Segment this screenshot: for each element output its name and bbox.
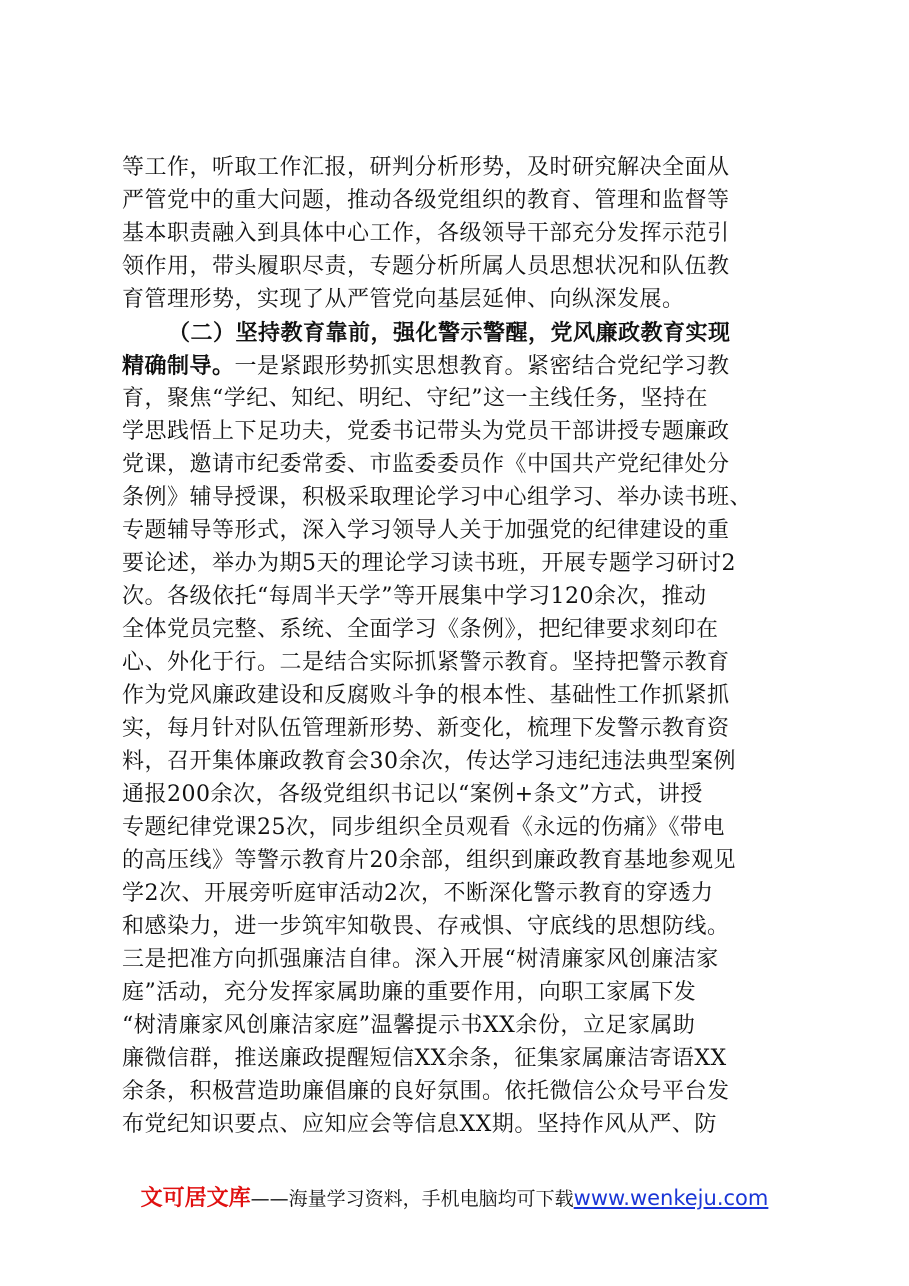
body-line-27: “树清廉家风创廉洁家庭”温馨提示书XX余份，立足家属助 (122, 1013, 696, 1038)
footer-banner (0, 1181, 909, 1212)
body-line-28: 廉微信群，推送廉政提醒短信XX余条，征集家属廉洁寄语XX (122, 1046, 727, 1071)
footer-brand: 文可居文库 (140, 1186, 251, 1211)
body-line-18: 实，每月针对队伍管理新形势、新变化，梳理下发警示教育资 (122, 716, 730, 741)
body-line-4: 领作用，带头履职尽责，专题分析所属人员思想状况和队伍教 (122, 254, 730, 279)
body-line-8: 育，聚焦“学纪、知纪、明纪、守纪”这一主线任务，坚持在 (122, 386, 708, 411)
body-line-11: 条例》辅导授课，积极采取理论学习中心组学习、举办读书班、 (122, 485, 753, 510)
body-line-7-text: 一是紧跟形势抓实思想教育。紧密结合党纪学习教 (234, 354, 730, 379)
body-line-22: 的高压线》等警示教育片20余部，组织到廉政教育基地参观见 (122, 848, 736, 873)
body-line-9: 学思践悟上下足功夫，党委书记带头为党员干部讲授专题廉政 (122, 419, 730, 444)
body-line-7 (122, 351, 812, 382)
body-line-24: 和感染力，进一步筑牢知敬畏、存戒惧、守底线的思想防线。 (122, 914, 730, 939)
body-line-3: 基本职责融入到具体中心工作，各级领导干部充分发挥示范引 (122, 221, 730, 246)
body-line-16: 心、外化于行。二是结合实际抓紧警示教育。坚持把警示教育 (122, 650, 730, 675)
section-heading (168, 318, 858, 349)
body-line-14: 次。各级依托“每周半天学”等开展集中学习120余次，推动 (122, 584, 707, 609)
footer-slogan: ——海量学习资料，手机电脑均可下载 (250, 1188, 574, 1210)
body-line-15: 全体党员完整、系统、全面学习《条例》，把纪律要求刻印在 (122, 617, 719, 642)
body-line-19: 料，召开集体廉政教育会30余次，传达学习违纪违法典型案例 (122, 749, 736, 774)
body-line-26: 庭”活动，充分发挥家属助廉的重要作用，向职工家属下发 (122, 980, 697, 1005)
body-line-12: 专题辅导等形式，深入学习领导人关于加强党的纪律建设的重 (122, 518, 730, 543)
body-line-2: 严管党中的重大问题，推动各级党组织的教育、管理和监督等 (122, 188, 730, 213)
body-line-17: 作为党风廉政建设和反腐败斗争的根本性、基础性工作抓紧抓 (122, 683, 730, 708)
section-heading-text: （二）坚持教育靠前，强化警示警醒，党风廉政教育实现 (168, 320, 731, 346)
body-line-23: 学2次、开展旁听庭审活动2次，不断深化警示教育的穿透力 (122, 881, 714, 906)
body-line-20: 通报200余次，各级党组织书记以“案例+条文”方式，讲授 (122, 782, 703, 807)
body-line-1: 等工作，听取工作汇报，研判分析形势，及时研究解决全面从 (122, 155, 730, 180)
body-line-13: 要论述，举办为期5天的理论学习读书班，开展专题学习研讨2 (122, 551, 736, 576)
body-line-5: 育管理形势，实现了从严管党向基层延伸、向纵深发展。 (122, 287, 685, 312)
body-line-21: 专题纪律党课25次，同步组织全员观看《永远的伤痛》《带电 (122, 815, 725, 840)
footer-url-link[interactable]: www.wenkeju.com (573, 1186, 769, 1210)
body-line-25: 三是把准方向抓强廉洁自律。深入开展“树清廉家风创廉洁家 (122, 947, 719, 972)
body-line-10: 党课，邀请市纪委常委、市监委委员作《中国共产党纪律处分 (122, 452, 730, 477)
body-line-30: 布党纪知识要点、应知应会等信息XX期。坚持作风从严、防 (122, 1112, 717, 1137)
body-line-29: 余条，积极营造助廉倡廉的良好氛围。依托微信公众号平台发 (122, 1079, 730, 1104)
section-heading-continuation: 精确制导。 (122, 353, 235, 379)
